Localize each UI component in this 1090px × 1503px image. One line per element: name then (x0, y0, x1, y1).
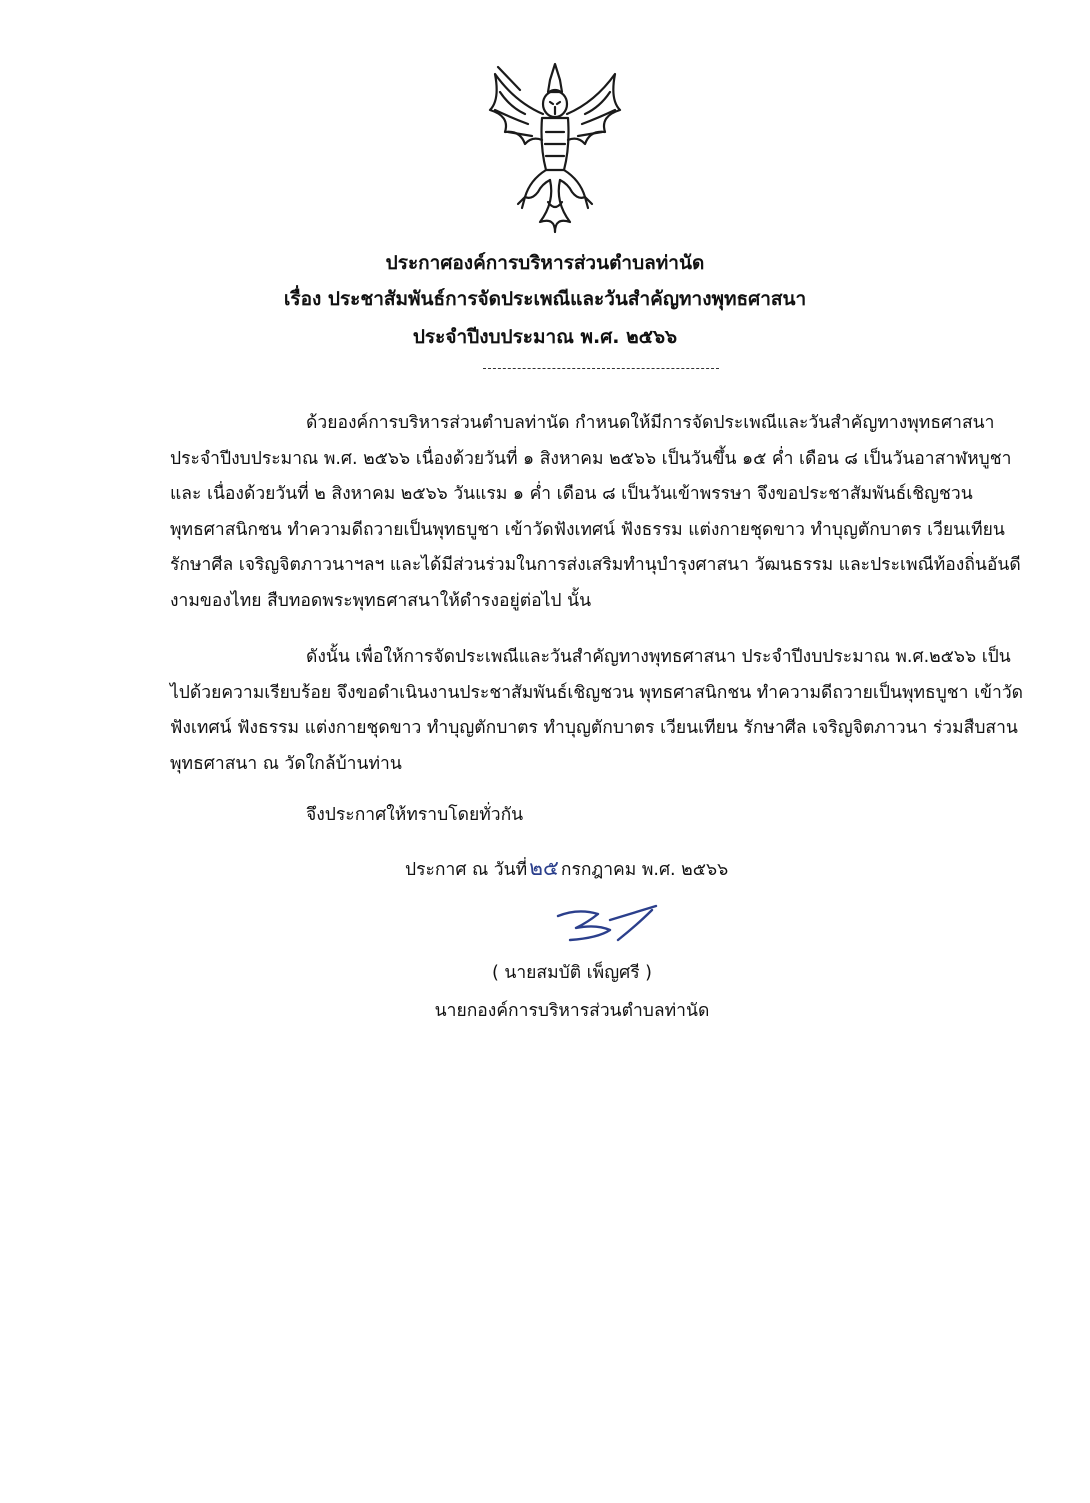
paragraph-2-text: ดังนั้น เพื่อให้การจัดประเพณีและวันสำคัญทางพุทธศาสนา ประจำปีงบประมาณ พ.ศ.๒๕๖๖ เป็นไปด้วยความเรียบร้อย จึงขอดำเนินงานประชาสัมพันธ์เชิญชวน พุทธศาสนิกชน ทำความดีถวายเป็นพุทธบูชา เข้าวัดฟังเทศน์ ฟังธรรม แต่งกายชุดขาว ทำบุญตักบาตร ทำบุญตักบาตร เวียนเทียน รักษาศีล เจริญจิตภาวนา ร่วมสืบสานพุทธศาสนา ณ วัดใกล้บ้านท่าน (170, 647, 1024, 774)
body-paragraph-2 (170, 640, 1030, 782)
paragraph-1-text: ด้วยองค์การบริหารส่วนตำบลท่านัด กำหนดให้มีการจัดประเพณีและวันสำคัญทางพุทธศาสนา ประจำปีงบประมาณ พ.ศ. ๒๕๖๖ เนื่องด้วยวันที่ ๑ สิงหาคม ๒๕๖๖ เป็นวันขึ้น ๑๕ ค่ำ เดือน ๘ เป็นวันอาสาฬหบูชา และ เนื่องด้วยวันที่ ๒ สิงหาคม ๒๕๖๖ วันแรม ๑ ค่ำ เดือน ๘ เป็นวันเข้าพรรษา จึงขอประชาสัมพันธ์เชิญชวน พุทธศาสนิกชน ทำความดีถวายเป็นพุทธบูชา เข้าวัดฟังเทศน์ ฟังธรรม แต่งกายชุดขาว ทำบุญตักบาตร เวียนเทียน รักษาศีล เจริญจิตภาวนาฯลฯ และได้มีส่วนร่วมในการส่งเสริมทำนุบำรุงศาสนา วัฒนธรรม และประเพณีท้องถิ่นอันดีงามของไทย สืบทอดพระพุทธศาสนาให้ดำรงอยู่ต่อไป นั้น (170, 413, 1021, 611)
announcement-title: ประกาศองค์การบริหารส่วนตำบลท่านัด (385, 252, 705, 274)
signature-icon (548, 900, 668, 950)
signer-name: ( นายสมบัติ เพ็ญศรี ) (491, 963, 652, 983)
fiscal-year: ประจำปีงบประมาณ พ.ศ. ๒๕๖๖ (412, 326, 678, 348)
closing-statement: จึงประกาศให้ทราบโดยทั่วกัน (306, 805, 524, 825)
body-paragraph-1 (170, 406, 1030, 619)
announcement-date (405, 852, 728, 885)
date-suffix: กรกฎาคม พ.ศ. ๒๕๖๖ (560, 860, 729, 880)
date-prefix: ประกาศ ณ วันที่ (405, 860, 528, 880)
handwritten-day: ๒๕ (529, 856, 559, 880)
signer-title: นายกองค์การบริหารส่วนตำบลท่านัด (434, 1001, 710, 1021)
announcement-subject: เรื่อง ประชาสัมพันธ์การจัดประเพณีและวันสำคัญทางพุทธศาสนา (283, 288, 807, 310)
header-divider (483, 368, 719, 369)
garuda-emblem-icon (470, 52, 640, 242)
